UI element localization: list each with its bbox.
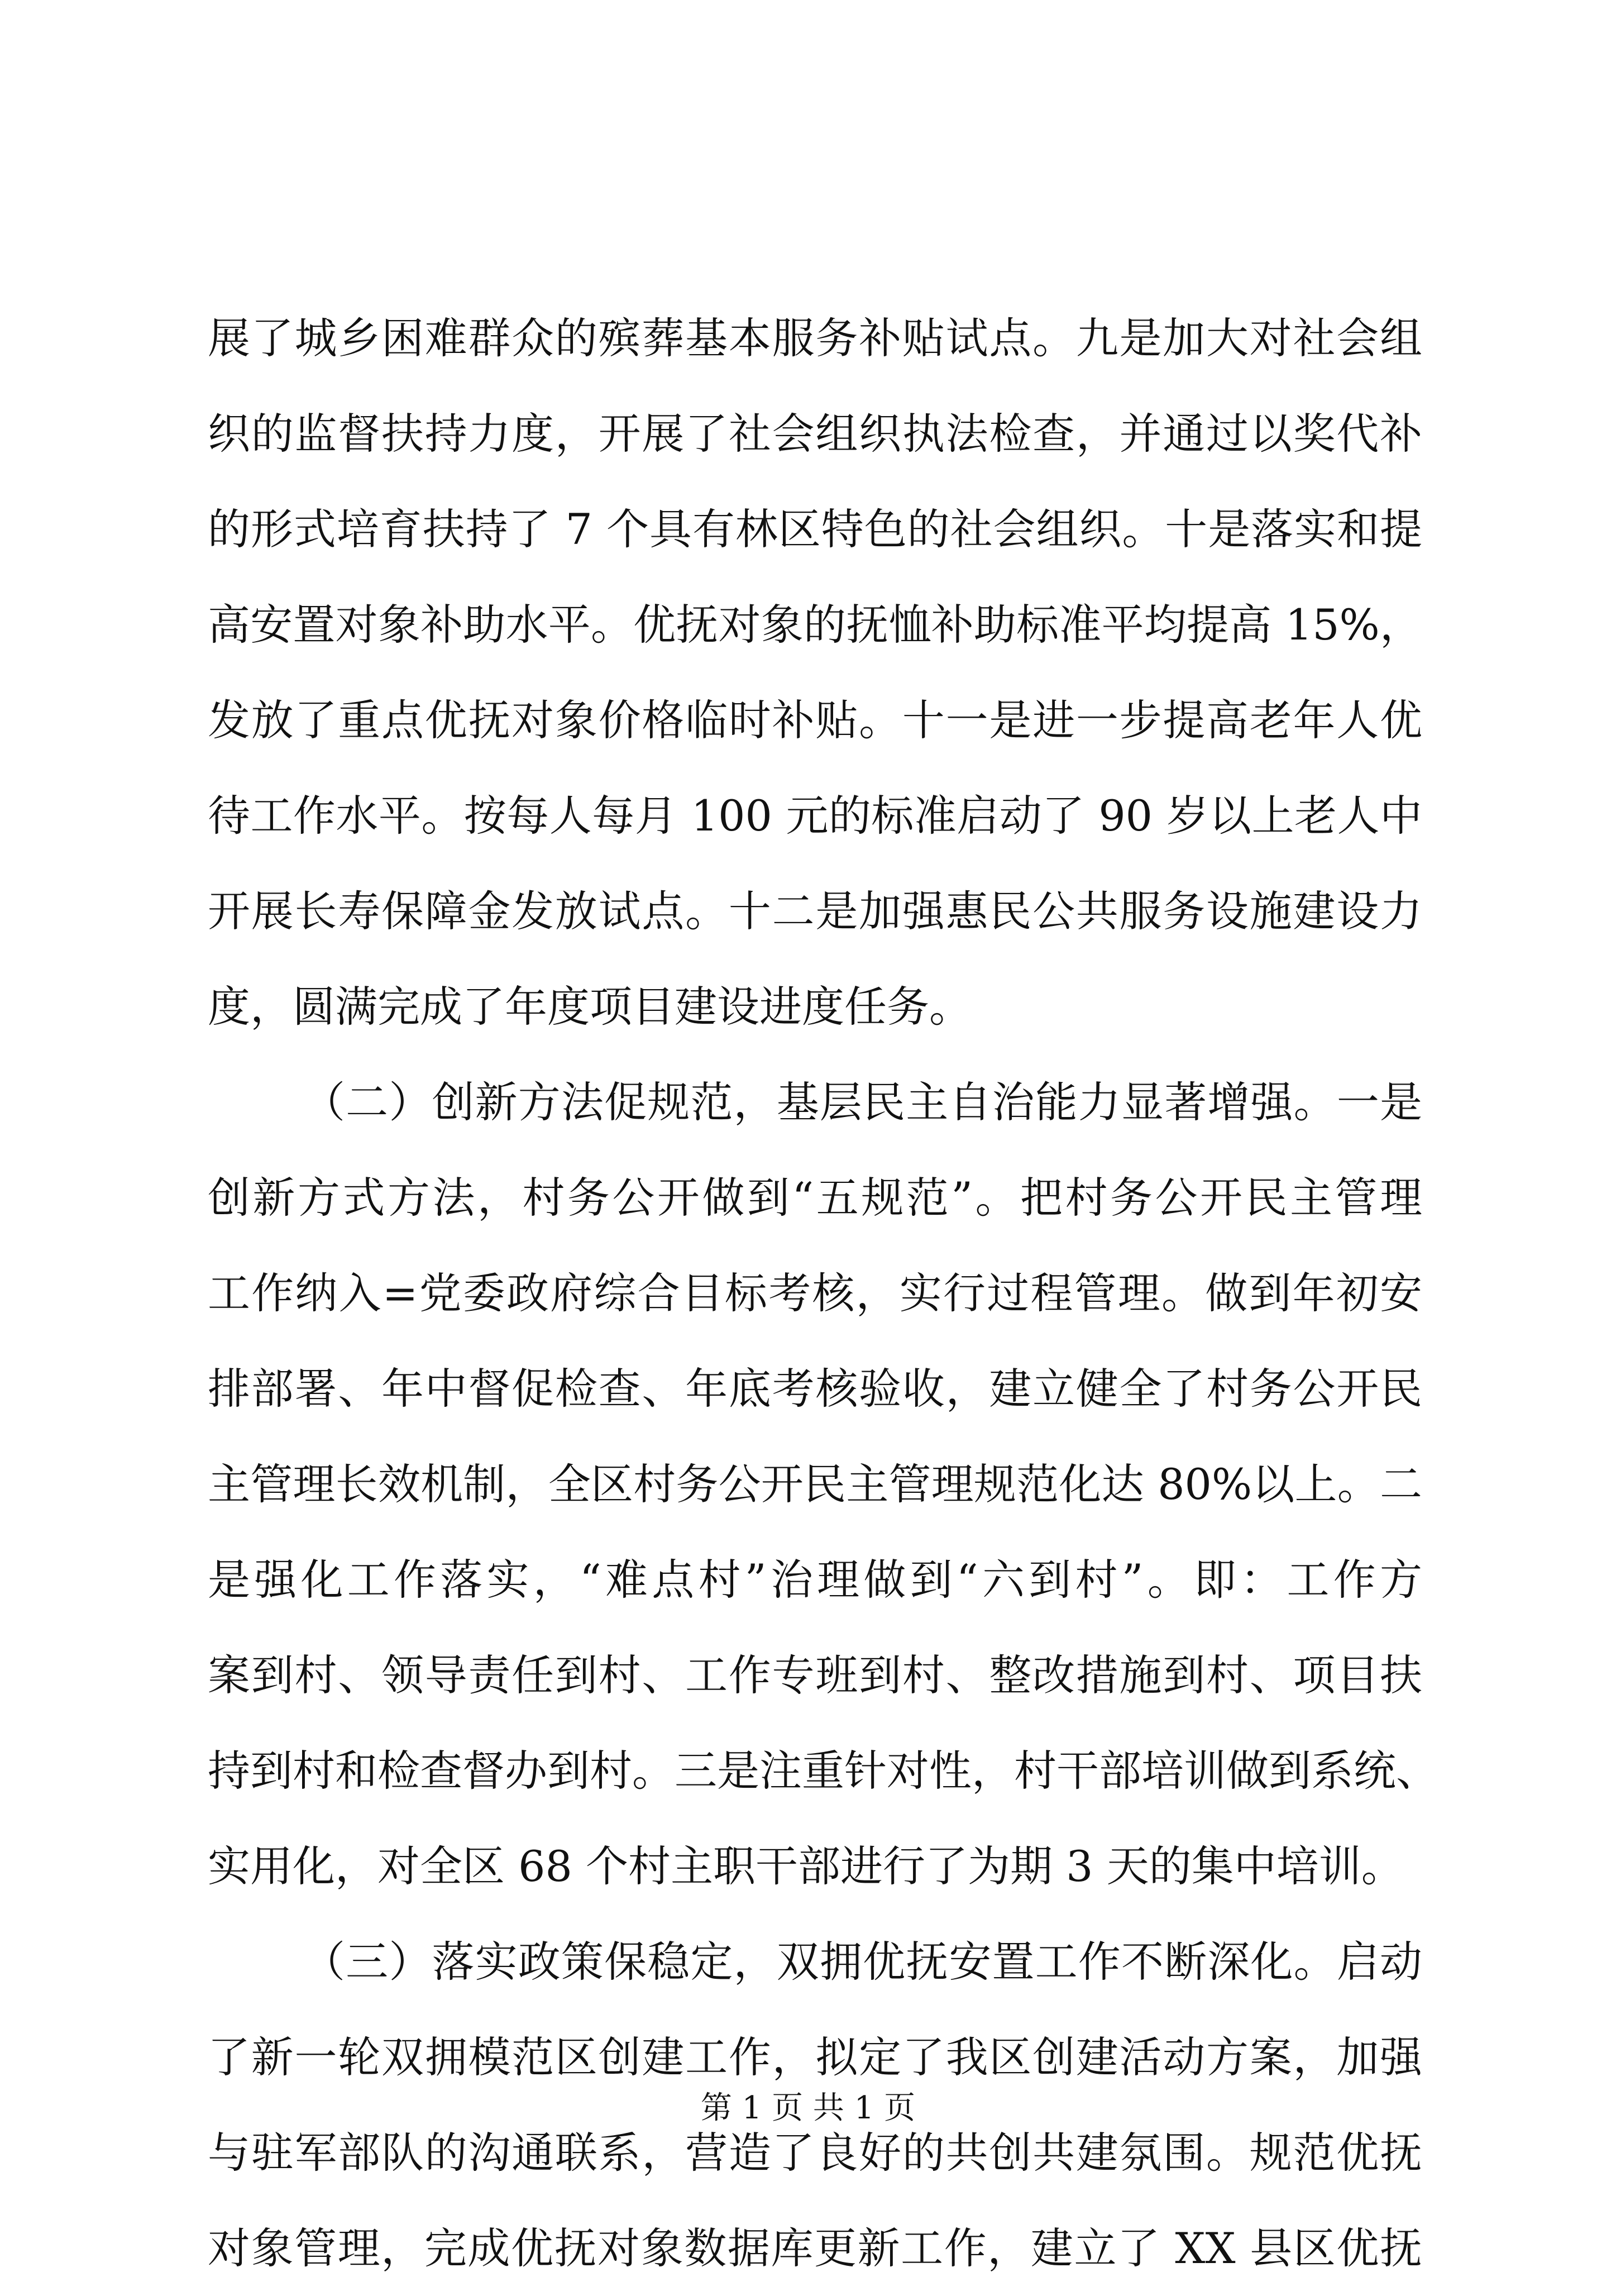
text-line-19: 了新一轮双拥模范区创建工作，拟定了我区创建活动方案，加强 <box>208 2032 1422 2082</box>
text-line-10: 创新方式方法，村务公开做到“五规范”。把村务公开民主管理 <box>208 1173 1422 1223</box>
section-heading-2: （二）创新方法促规范，基层民主自治能力显著增强。一是 <box>303 1077 1422 1127</box>
text-line-5: 发放了重点优抚对象价格临时补贴。十一是进一步提高老年人优 <box>208 695 1422 745</box>
text-line-15: 案到村、领导责任到村、工作专班到村、整改措施到村、项目扶 <box>208 1650 1422 1700</box>
text-line-13: 主管理长效机制，全区村务公开民主管理规范化达 80%以上。二 <box>208 1459 1422 1509</box>
page-footer: 第 1 页 共 1 页 <box>700 2090 916 2126</box>
document-body <box>208 290 1438 2296</box>
text-line-12: 排部署、年中督促检查、年底考核验收，建立健全了村务公开民 <box>208 1364 1422 1414</box>
text-line-7: 开展长寿保障金发放试点。十二是加强惠民公共服务设施建设力 <box>208 886 1422 936</box>
text-line-17: 实用化，对全区 68 个村主职干部进行了为期 3 天的集中培训。 <box>208 1841 1404 1891</box>
text-line-8: 度，圆满完成了年度项目建设进度任务。 <box>208 982 972 1032</box>
text-line-1: 展了城乡困难群众的殡葬基本服务补贴试点。九是加大对社会组 <box>208 313 1422 363</box>
text-line-11: 工作纳入=党委政府综合目标考核，实行过程管理。做到年初安 <box>208 1268 1422 1318</box>
text-line-2: 织的监督扶持力度，开展了社会组织执法检查，并通过以奖代补 <box>208 409 1422 459</box>
text-line-4: 高安置对象补助水平。优抚对象的抚恤补助标准平均提高 15%， <box>208 600 1422 650</box>
section-heading-3: （三）落实政策保稳定，双拥优抚安置工作不断深化。启动 <box>303 1937 1422 1987</box>
text-line-21: 对象管理，完成优抚对象数据库更新工作，建立了 XX 县区优抚 <box>208 2223 1422 2273</box>
text-line-3: 的形式培育扶持了 7 个具有林区特色的社会组织。十是落实和提 <box>208 504 1422 554</box>
text-line-20: 与驻军部队的沟通联系，营造了良好的共创共建氛围。规范优抚 <box>208 2128 1422 2178</box>
text-line-16: 持到村和检查督办到村。三是注重针对性，村干部培训做到系统、 <box>208 1746 1438 1796</box>
text-line-6: 待工作水平。按每人每月 100 元的标准启动了 90 岁以上老人中 <box>208 791 1422 841</box>
text-line-14: 是强化工作落实，“难点村”治理做到“六到村”。即：工作方 <box>208 1555 1422 1605</box>
